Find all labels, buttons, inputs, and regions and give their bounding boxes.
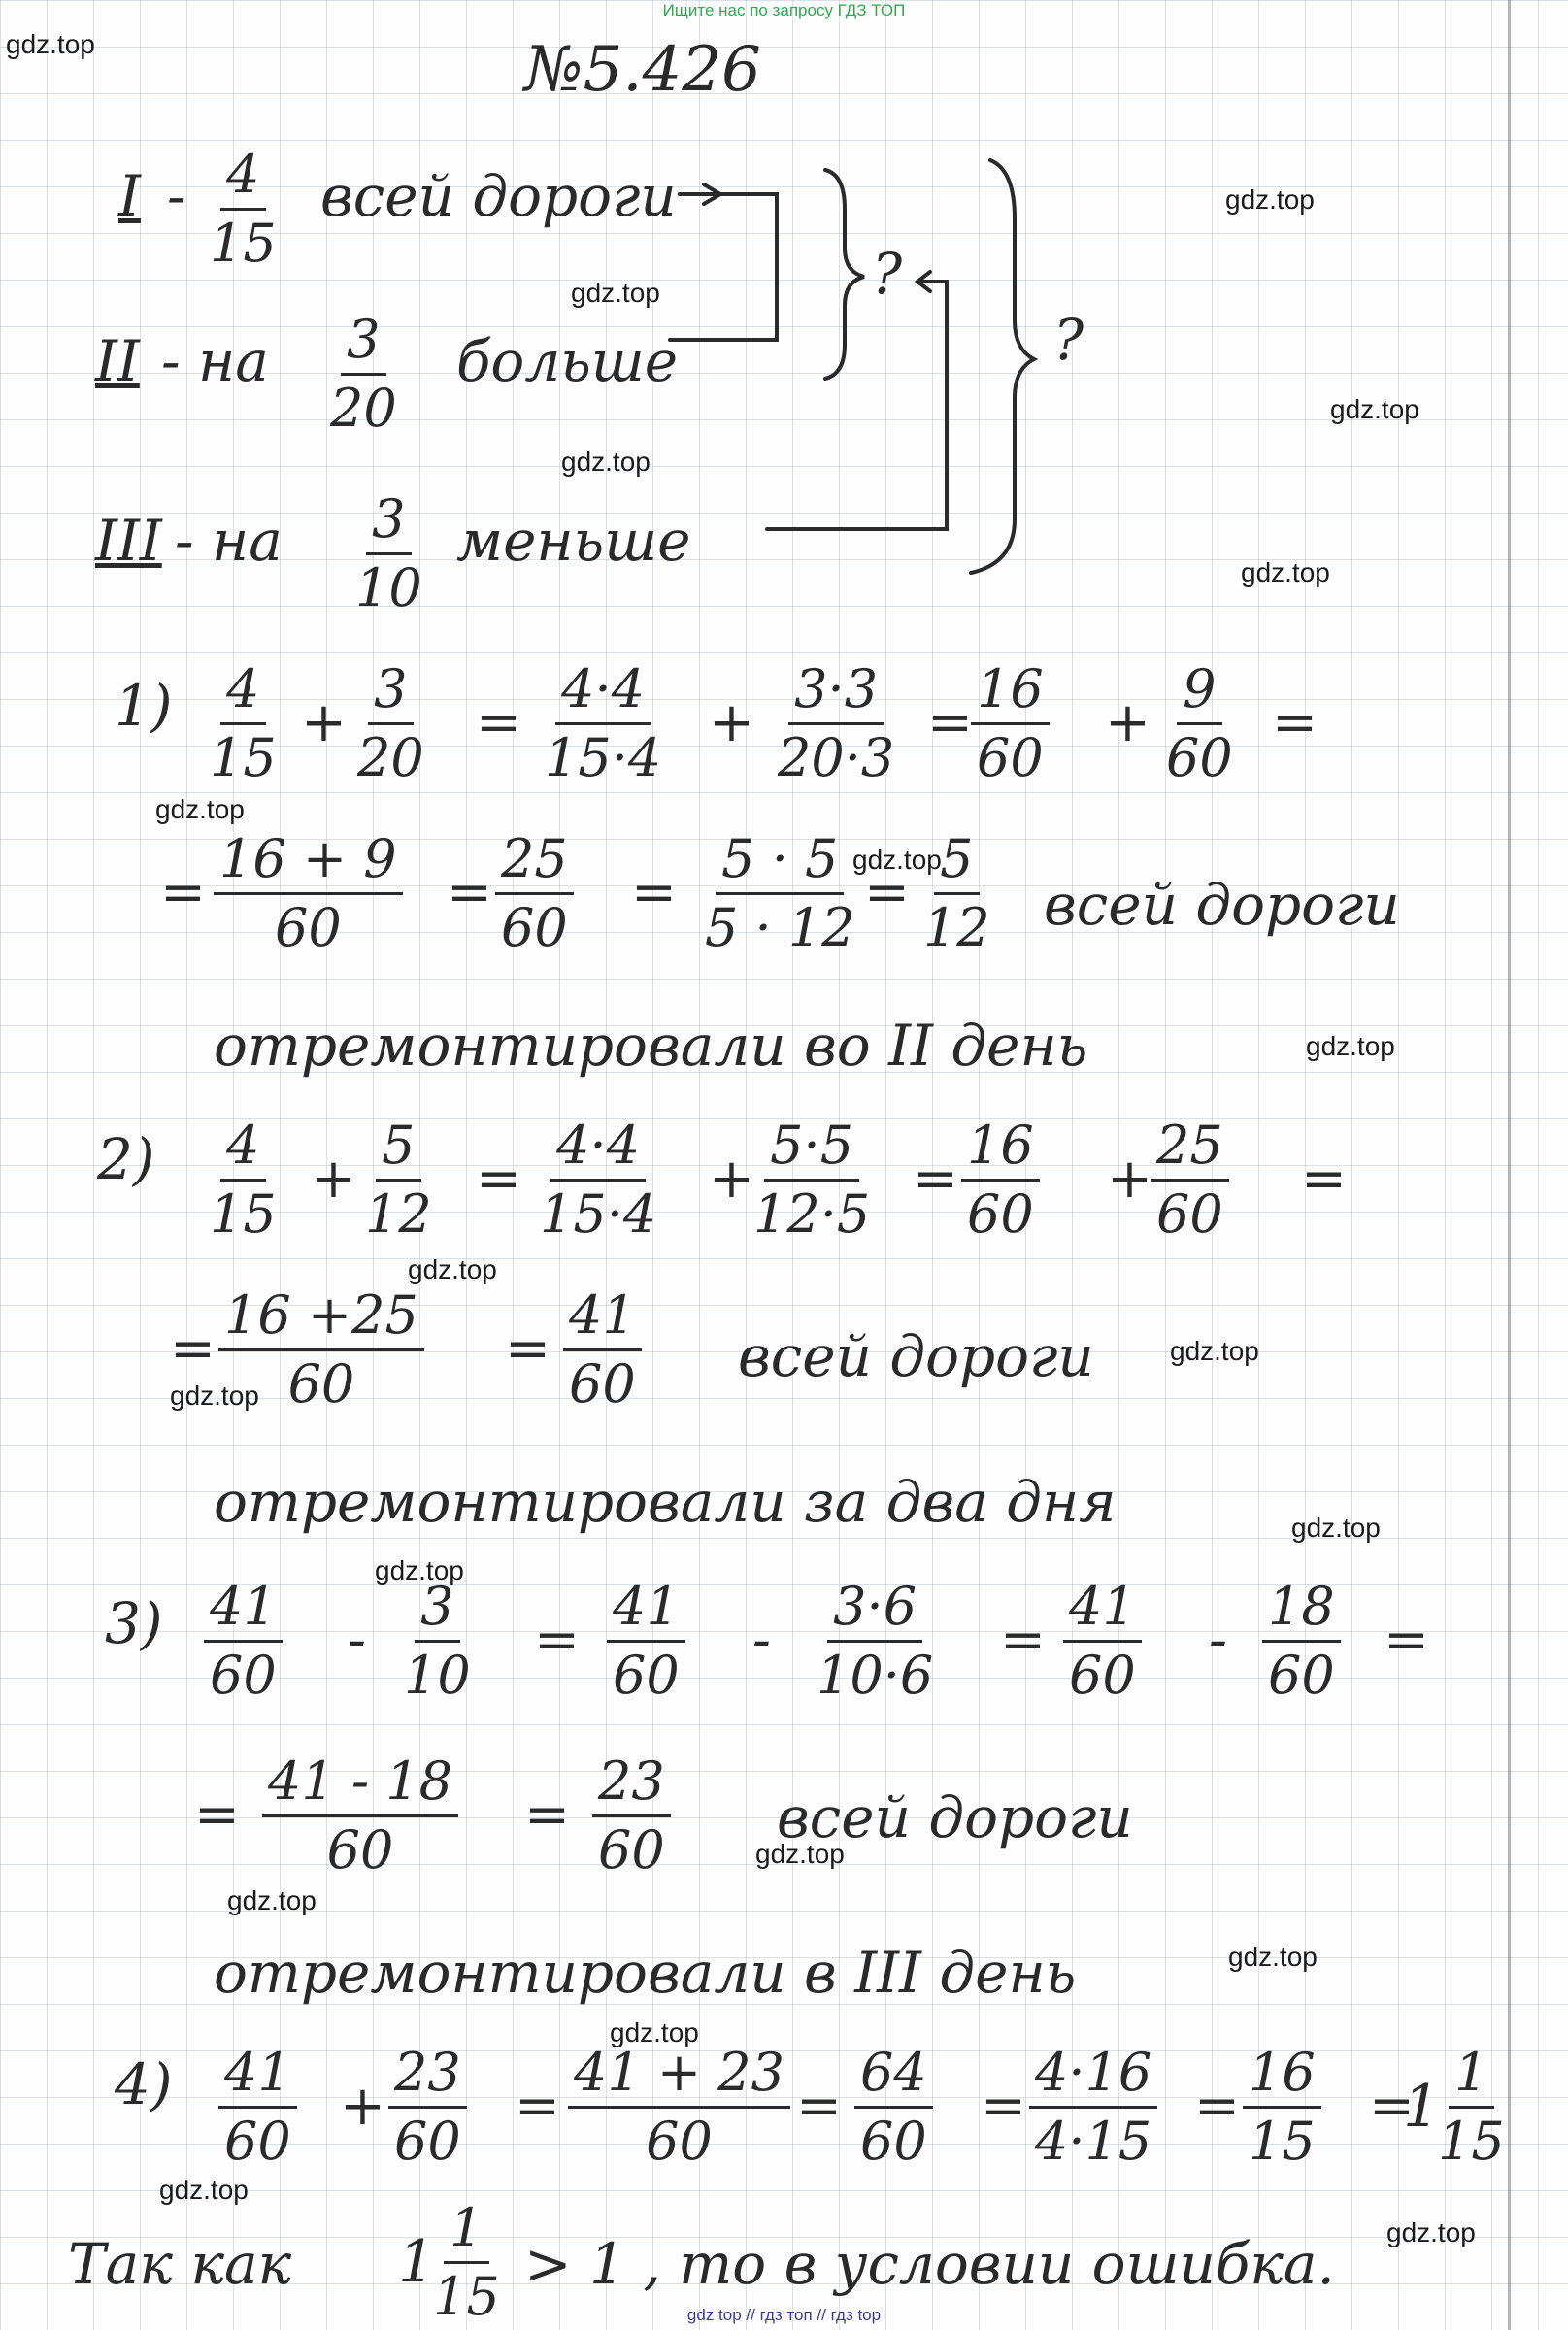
fraction-denominator: 60: [977, 727, 1044, 788]
fraction-numerator: 23: [388, 2044, 467, 2109]
fraction-numerator: 41 - 18: [262, 1752, 458, 1817]
fraction-denominator: 60: [210, 1645, 277, 1706]
fraction-denominator: 60: [326, 1819, 394, 1881]
day2-dash: - на: [161, 328, 269, 394]
conclusion-suffix: > 1 , то в условии ошибка.: [524, 2231, 1335, 2297]
fraction: [495, 830, 574, 957]
fraction-denominator: 60: [967, 1183, 1034, 1245]
day1-dash: -: [167, 163, 186, 229]
day1-label: I: [118, 163, 141, 229]
watermark: gdz.top: [1291, 1513, 1381, 1543]
operator: =: [476, 691, 521, 754]
fraction-denominator: 60: [1069, 1645, 1136, 1706]
operator: =: [194, 1783, 240, 1847]
watermark: gdz.top: [1170, 1336, 1259, 1366]
operator: =: [1272, 691, 1318, 754]
fraction-numerator: 3·3: [788, 660, 884, 725]
bracket-day-3: [767, 282, 947, 529]
fraction: [398, 1578, 477, 1705]
fraction-numerator: 1: [1449, 2044, 1493, 2109]
watermark: gdz.top: [227, 1885, 317, 1915]
fraction-denominator: 12: [923, 897, 990, 958]
fraction: [1243, 2044, 1321, 2171]
operator: =: [913, 1148, 958, 1211]
operator: =: [864, 861, 910, 924]
fraction-numerator: 9: [1177, 660, 1221, 725]
day3-dash: - на: [175, 508, 283, 574]
fraction-numerator: 4: [220, 146, 265, 211]
fraction-denominator: 15: [210, 1183, 277, 1245]
watermark: gdz.top: [1225, 184, 1315, 215]
fraction: [607, 1578, 685, 1705]
operator: =: [170, 1317, 216, 1381]
operator: =: [1384, 1609, 1429, 1672]
operator: =: [534, 1609, 580, 1672]
watermark: gdz.top: [375, 1555, 464, 1585]
step4-label: 4): [115, 2051, 173, 2117]
step3-conclusion: отремонтировали в III день: [214, 1940, 1077, 2006]
fraction: [971, 660, 1050, 787]
operator: =: [1000, 1609, 1046, 1672]
watermark: gdz.top: [1386, 2217, 1476, 2247]
step1-conclusion: отремонтировали во II день: [214, 1013, 1088, 1079]
fraction-numerator: 41: [607, 1578, 685, 1643]
fraction-denominator: 60: [501, 897, 568, 958]
fraction-denominator: 4·15: [1035, 2111, 1152, 2172]
fraction-numerator: 18: [1262, 1578, 1341, 1643]
fraction-numerator: 4·16: [1029, 2044, 1157, 2109]
watermark: gdz.top: [571, 278, 660, 308]
step1-text: всей дороги: [1044, 872, 1400, 938]
fraction: [214, 830, 403, 957]
mixed-fraction: [1432, 2044, 1511, 2171]
fraction: [1160, 660, 1239, 787]
fraction-numerator: 5·5: [764, 1116, 859, 1182]
fraction-numerator: 41: [1063, 1578, 1142, 1643]
fraction: [262, 1752, 458, 1880]
operator: +: [1105, 691, 1151, 754]
question-mark: ?: [872, 241, 903, 307]
fraction-numerator: 41: [218, 2044, 297, 2109]
fraction: [218, 1286, 424, 1414]
day2-text: больше: [456, 328, 679, 394]
fraction-denominator: 10: [404, 1645, 471, 1706]
operator: =: [981, 2075, 1026, 2138]
fraction-denominator: 20: [357, 727, 424, 788]
fraction-numerator: 23: [592, 1752, 671, 1817]
fraction-numerator: 41 + 23: [568, 2044, 790, 2109]
fraction-denominator: 15: [210, 213, 277, 274]
fraction-numerator: 4: [220, 1116, 265, 1182]
day3-label: III: [95, 508, 162, 574]
step3-label: 3): [105, 1590, 163, 1656]
fraction-numerator: 3: [368, 660, 413, 725]
bracket-days-1-2: [670, 194, 777, 340]
fraction-numerator: 4·4: [550, 1116, 646, 1182]
day1-text: всей дороги: [320, 163, 677, 229]
fraction: [1262, 1578, 1341, 1705]
fraction-numerator: 4·4: [555, 660, 651, 725]
fraction-numerator: 41: [204, 1578, 283, 1643]
step3-text: всей дороги: [777, 1784, 1133, 1850]
watermark: gdz.top: [1306, 1031, 1395, 1061]
fraction: [1029, 2044, 1157, 2171]
operator: -: [348, 1609, 366, 1672]
fraction: [592, 1752, 671, 1880]
fraction-denominator: 60: [224, 2111, 291, 2172]
watermark: gdz.top: [170, 1381, 259, 1411]
fraction-denominator: 60: [569, 1353, 636, 1415]
fraction-denominator: 12·5: [753, 1183, 871, 1245]
fraction-denominator: 15: [210, 727, 277, 788]
fraction: [1063, 1578, 1142, 1705]
watermark: gdz.top: [155, 794, 245, 824]
top-banner[interactable]: Ищите нас по запросу ГДЗ ТОП: [662, 1, 906, 19]
fraction: [351, 660, 430, 787]
fraction-denominator: 60: [613, 1645, 680, 1706]
fraction: [204, 1578, 283, 1705]
fraction: [772, 660, 900, 787]
fraction: [699, 830, 861, 957]
fraction: [534, 1116, 662, 1244]
fraction: [854, 2044, 933, 2171]
fraction: [388, 2044, 467, 2171]
fraction-denominator: 20: [330, 378, 397, 439]
fraction-denominator: 60: [394, 2111, 461, 2172]
fraction-denominator: 15: [1249, 2111, 1316, 2172]
fraction: [1151, 1116, 1229, 1244]
fraction-denominator: 60: [287, 1353, 355, 1415]
mixed-whole: 1: [1403, 2073, 1441, 2141]
operator: =: [927, 691, 973, 754]
fraction-numerator: 16: [961, 1116, 1040, 1182]
fraction-numerator: 16 +25: [218, 1286, 424, 1351]
fraction-denominator: 60: [646, 2111, 713, 2172]
operator: +: [311, 1148, 356, 1211]
problem-number: №5.426: [524, 34, 761, 106]
fraction-denominator: 10: [355, 557, 422, 618]
step1-label: 1): [115, 673, 173, 739]
fraction-denominator: 60: [1156, 1183, 1223, 1245]
fraction-numerator: 16: [1243, 2044, 1321, 2109]
fraction: [563, 1286, 642, 1414]
fraction-denominator: 15: [433, 2266, 500, 2327]
fraction-numerator: 5: [934, 830, 979, 895]
fraction-numerator: 41: [563, 1286, 642, 1351]
operator: +: [340, 2075, 385, 2138]
fraction-denominator: 60: [1166, 727, 1233, 788]
operator: =: [505, 1317, 550, 1381]
fraction-numerator: 3·6: [827, 1578, 922, 1643]
operator: -: [1209, 1609, 1227, 1672]
watermark: gdz.top: [6, 29, 95, 59]
operator: +: [1107, 1148, 1152, 1211]
operator: =: [1369, 2075, 1415, 2138]
fraction: [568, 2044, 790, 2171]
brace-sum-1: [825, 170, 864, 379]
fraction: [917, 830, 996, 957]
fraction-denominator: 60: [860, 2111, 927, 2172]
step2-conclusion: отремонтировали за два дня: [214, 1469, 1117, 1535]
fraction-denominator: 12: [365, 1183, 432, 1245]
watermark: gdz.top: [755, 1839, 845, 1869]
fraction-numerator: 25: [495, 830, 574, 895]
fraction-denominator: 60: [598, 1819, 665, 1881]
operator: =: [1194, 2075, 1240, 2138]
fraction: [359, 1116, 438, 1244]
fraction-numerator: 25: [1151, 1116, 1229, 1182]
operator: =: [476, 1148, 521, 1211]
question-mark: ?: [1053, 307, 1084, 373]
fraction-denominator: 5 · 12: [705, 897, 855, 958]
watermark: gdz.top: [852, 845, 942, 875]
watermark: gdz.top: [610, 2017, 699, 2047]
operator: -: [752, 1609, 771, 1672]
operator: =: [447, 861, 492, 924]
step2-label: 2): [97, 1126, 155, 1192]
fraction: [748, 1116, 876, 1244]
operator: =: [160, 861, 206, 924]
fraction-denominator: 15: [1438, 2111, 1505, 2172]
fraction-denominator: 20·3: [778, 727, 895, 788]
watermark: gdz.top: [159, 2175, 249, 2205]
operator: =: [631, 861, 677, 924]
operator: +: [709, 1148, 754, 1211]
watermark: gdz.top: [561, 447, 651, 477]
operator: =: [524, 1783, 570, 1847]
operator: =: [1301, 1148, 1347, 1211]
fraction-denominator: 15·4: [545, 727, 662, 788]
fraction-numerator: 16 + 9: [214, 830, 403, 895]
operator: +: [709, 691, 754, 754]
fraction: [811, 1578, 939, 1705]
fraction-numerator: 3: [366, 490, 411, 555]
condition-braces: [0, 0, 1568, 680]
day2-label: II: [95, 328, 140, 394]
watermark: gdz.top: [1241, 557, 1330, 587]
brace-total: [971, 160, 1034, 573]
day3-text: меньше: [456, 508, 691, 574]
fraction: [218, 2044, 297, 2171]
fraction-numerator: 5 · 5: [716, 830, 844, 895]
operator: =: [796, 2075, 842, 2138]
step2-text: всей дороги: [738, 1323, 1094, 1389]
fraction: [204, 660, 283, 787]
watermark: gdz.top: [408, 1254, 497, 1284]
bottom-banner[interactable]: gdz top // гдз топ // гдз top: [686, 2306, 882, 2324]
watermark: gdz.top: [1228, 1942, 1318, 1972]
fraction-numerator: 64: [854, 2044, 933, 2109]
operator: =: [515, 2075, 560, 2138]
fraction-denominator: 15·4: [540, 1183, 657, 1245]
conclusion-prefix: Так как: [68, 2231, 292, 2297]
fraction-numerator: 5: [376, 1116, 420, 1182]
fraction-numerator: 3: [415, 1578, 459, 1643]
conclusion-whole: 1: [398, 2228, 436, 2296]
fraction-numerator: 4: [220, 660, 265, 725]
fraction: [204, 1116, 283, 1244]
fraction-numerator: 3: [341, 311, 385, 376]
fraction-denominator: 60: [274, 897, 342, 958]
fraction-denominator: 10·6: [817, 1645, 934, 1706]
operator: +: [301, 691, 347, 754]
watermark: gdz.top: [1330, 394, 1419, 424]
fraction-numerator: 16: [971, 660, 1050, 725]
fraction-denominator: 60: [1268, 1645, 1335, 1706]
fraction-numerator: 1: [444, 2199, 488, 2264]
fraction: [961, 1116, 1040, 1244]
fraction: [539, 660, 667, 787]
